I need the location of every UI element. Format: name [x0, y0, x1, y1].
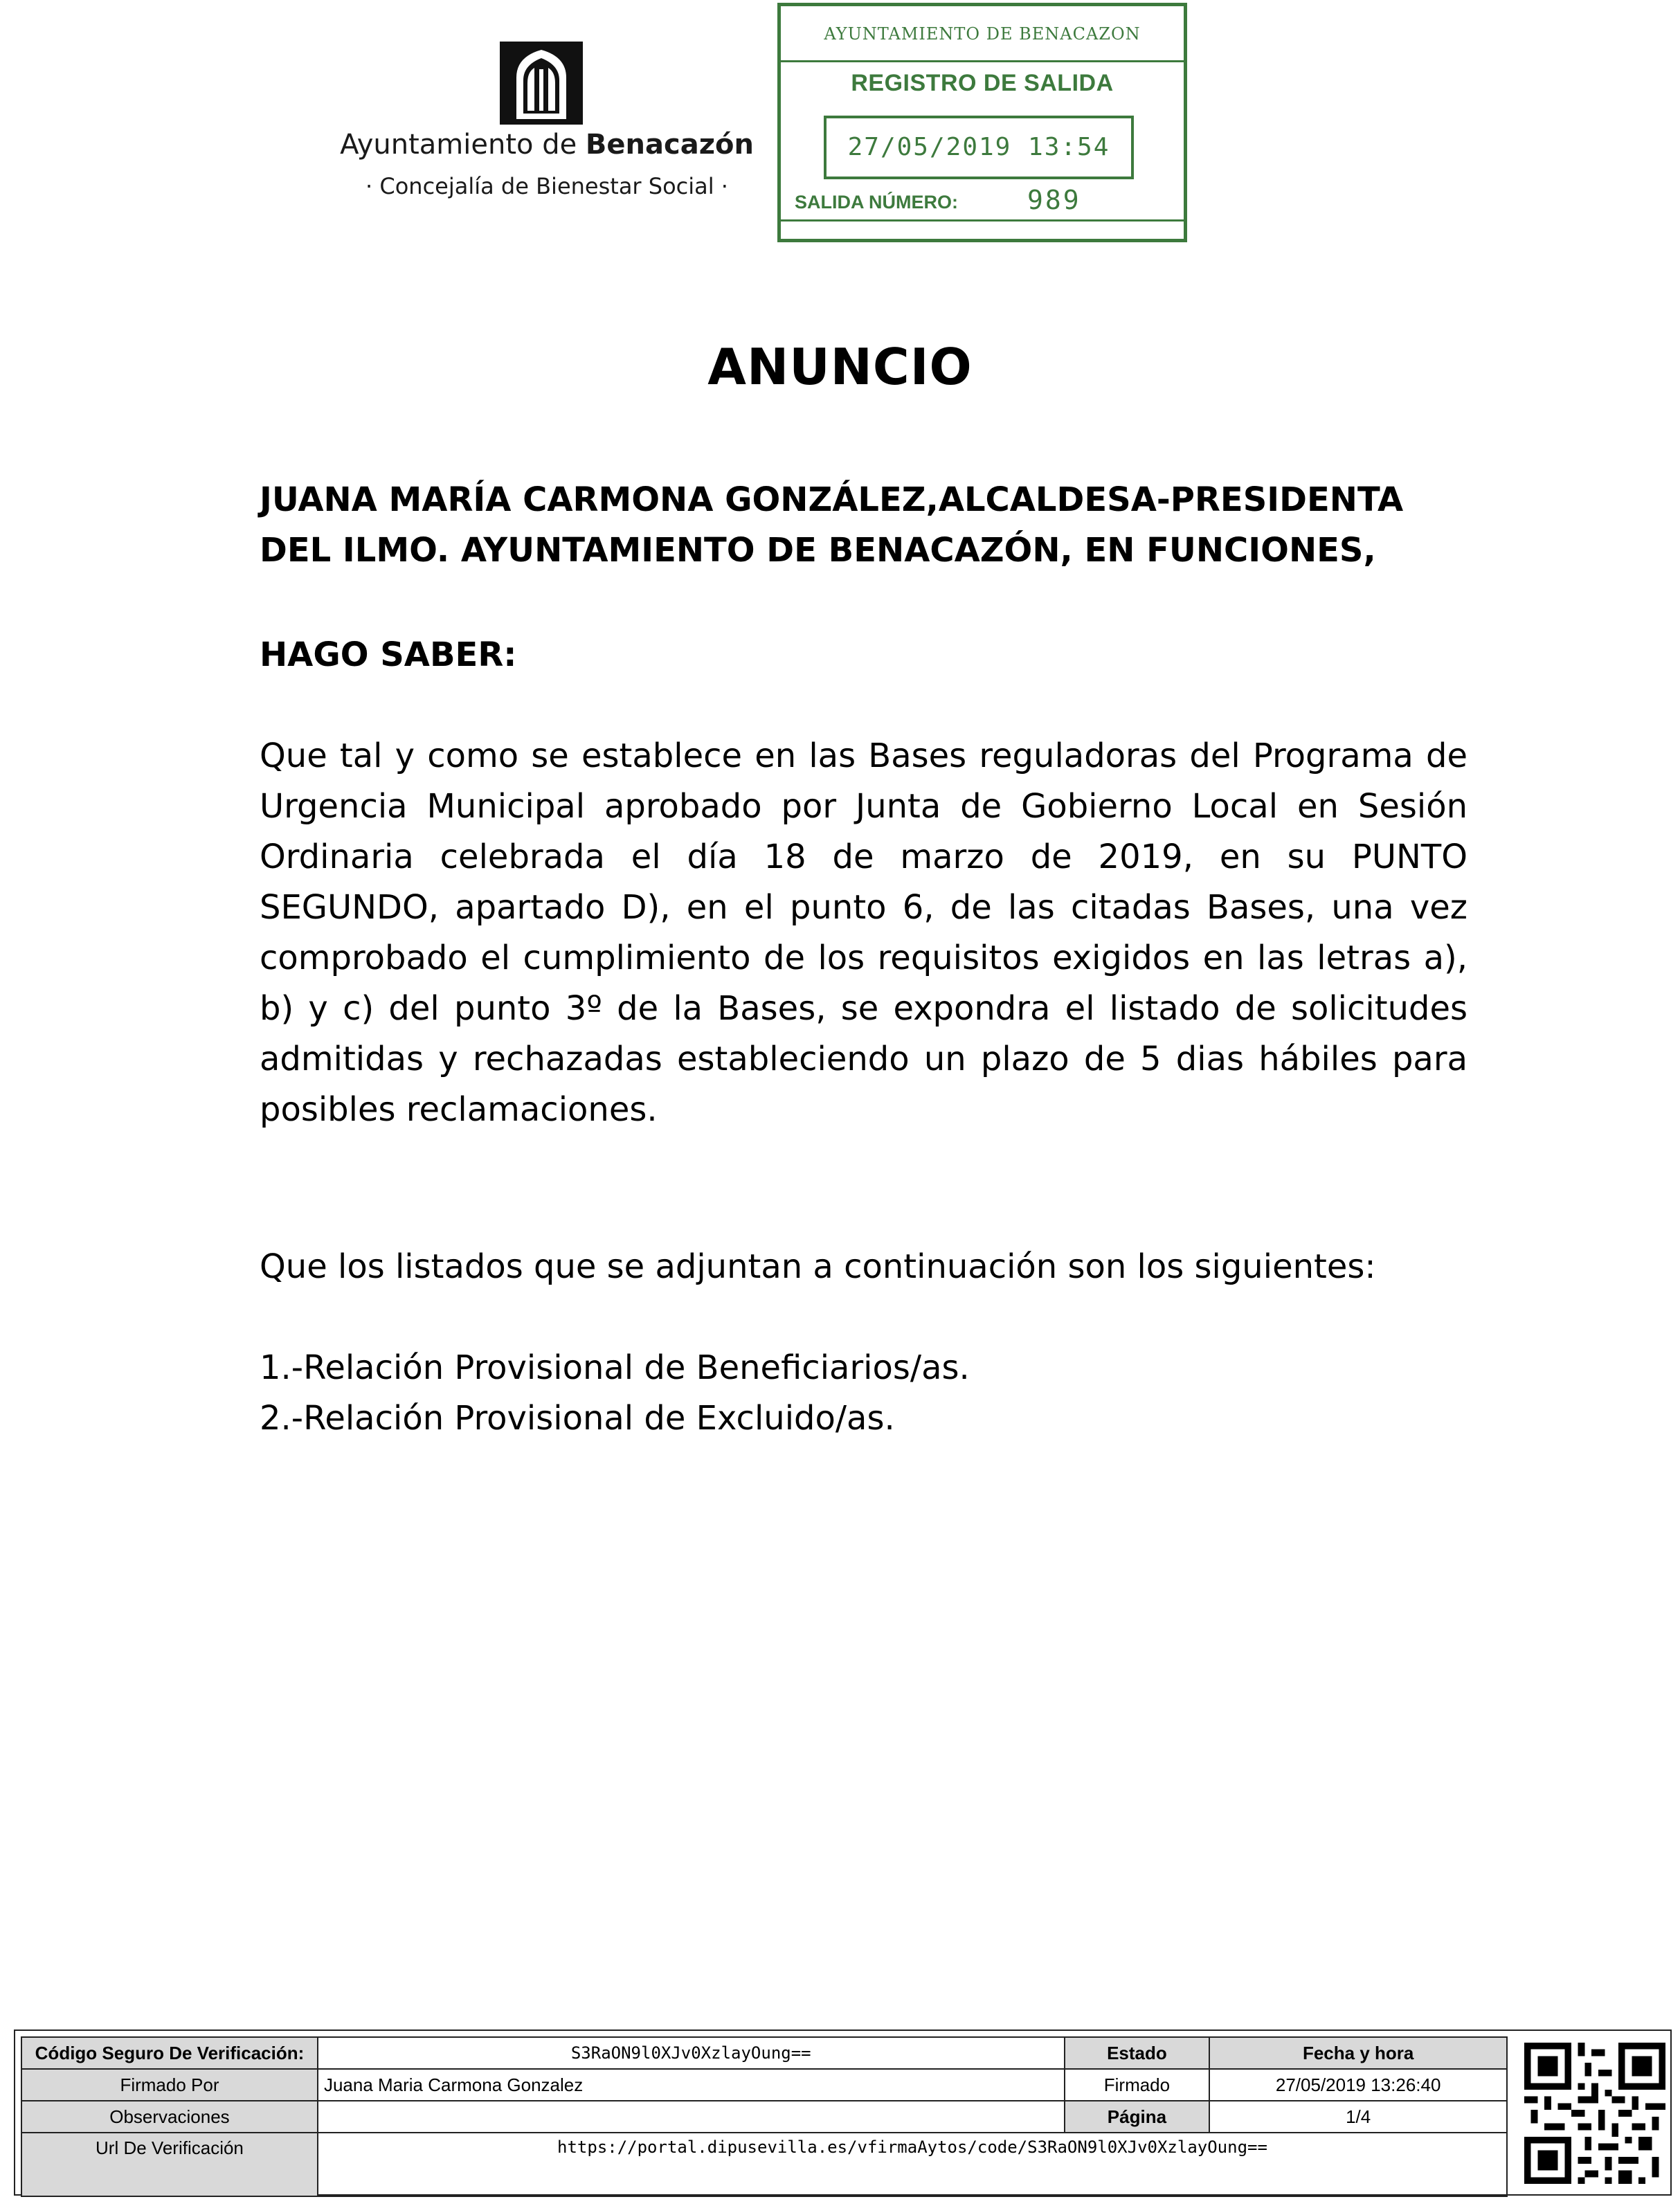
heading-line: JUANA MARÍA CARMONA GONZÁLEZ,ALCALDESA-PRESIDENTA	[260, 480, 1404, 519]
stamp-number: 989	[1027, 185, 1081, 215]
mayor-heading	[260, 475, 1467, 576]
csv-value: S3RaON9l0XJv0XzlayOung==	[318, 2037, 1065, 2069]
arch-window-icon	[500, 42, 583, 125]
council-name: Ayuntamiento de Benacazón	[340, 129, 754, 161]
estado-label: Estado	[1065, 2037, 1210, 2069]
signature-footer	[14, 2029, 1672, 2196]
observaciones-label: Observaciones	[21, 2101, 318, 2133]
hago-saber: HAGO SABER:	[260, 635, 517, 674]
signature-table	[21, 2036, 1508, 2197]
department-name: · Concejalía de Bienestar Social ·	[365, 173, 728, 199]
body-paragraph: Que tal y como se establece en las Bases reguladoras del Programa de Urgencia Municipal aprobado por Junta de Gobierno Local en Sesión Ordinaria celebrada el día 18 de marzo de 2019, en su PUNTO SEGUNDO, apartado D), en el punto 6, de las citadas Bases, una vez comprobado el cumplimiento de los requisitos exigidos en las letras a), b) y c) del punto 3º de la Bases, se expondra el listado de solicitudes admitidas y rechazadas estableciendo un plazo de 5 dias hábiles para posibles reclamaciones.	[260, 736, 1467, 1129]
document-title: ANUNCIO	[707, 338, 973, 396]
stamp-divider	[781, 219, 1184, 221]
csv-label: Código Seguro De Verificación:	[21, 2037, 318, 2069]
stamp-datetime: 27/05/2019 13:54	[824, 116, 1134, 179]
stamp-number-label: SALIDA NÚMERO:	[795, 192, 958, 213]
registry-stamp	[777, 3, 1187, 242]
pagina-value: 1/4	[1209, 2101, 1507, 2133]
fecha-value: 27/05/2019 13:26:40	[1209, 2069, 1507, 2101]
listados-intro: Que los listados que se adjuntan a continuación son los siguientes:	[260, 1247, 1376, 1286]
observaciones-value	[318, 2101, 1065, 2133]
listados-list	[260, 1343, 1467, 1444]
stamp-title: AYUNTAMIENTO DE BENACAZON	[824, 24, 1141, 44]
fecha-label: Fecha y hora	[1209, 2037, 1507, 2069]
qr-code-icon	[1524, 2038, 1665, 2189]
estado-value: Firmado	[1065, 2069, 1210, 2101]
stamp-divider	[781, 60, 1184, 62]
verification-url[interactable]: https://portal.dipusevilla.es/vfirmaAytos/code/S3RaON9l0XJv0XzlayOung==	[318, 2133, 1507, 2196]
url-label: Url De Verificación	[21, 2133, 318, 2196]
pagina-label: Página	[1065, 2101, 1210, 2133]
council-logo	[318, 42, 775, 208]
list-item: 2.-Relación Provisional de Excluido/as.	[260, 1399, 895, 1438]
list-item: 1.-Relación Provisional de Beneficiarios/as.	[260, 1348, 970, 1387]
firmado-por-label: Firmado Por	[21, 2069, 318, 2101]
stamp-heading: REGISTRO DE SALIDA	[851, 70, 1114, 96]
firmado-por-value: Juana Maria Carmona Gonzalez	[318, 2069, 1065, 2101]
heading-line: DEL ILMO. AYUNTAMIENTO DE BENACAZÓN, EN FUNCIONES,	[260, 531, 1376, 570]
